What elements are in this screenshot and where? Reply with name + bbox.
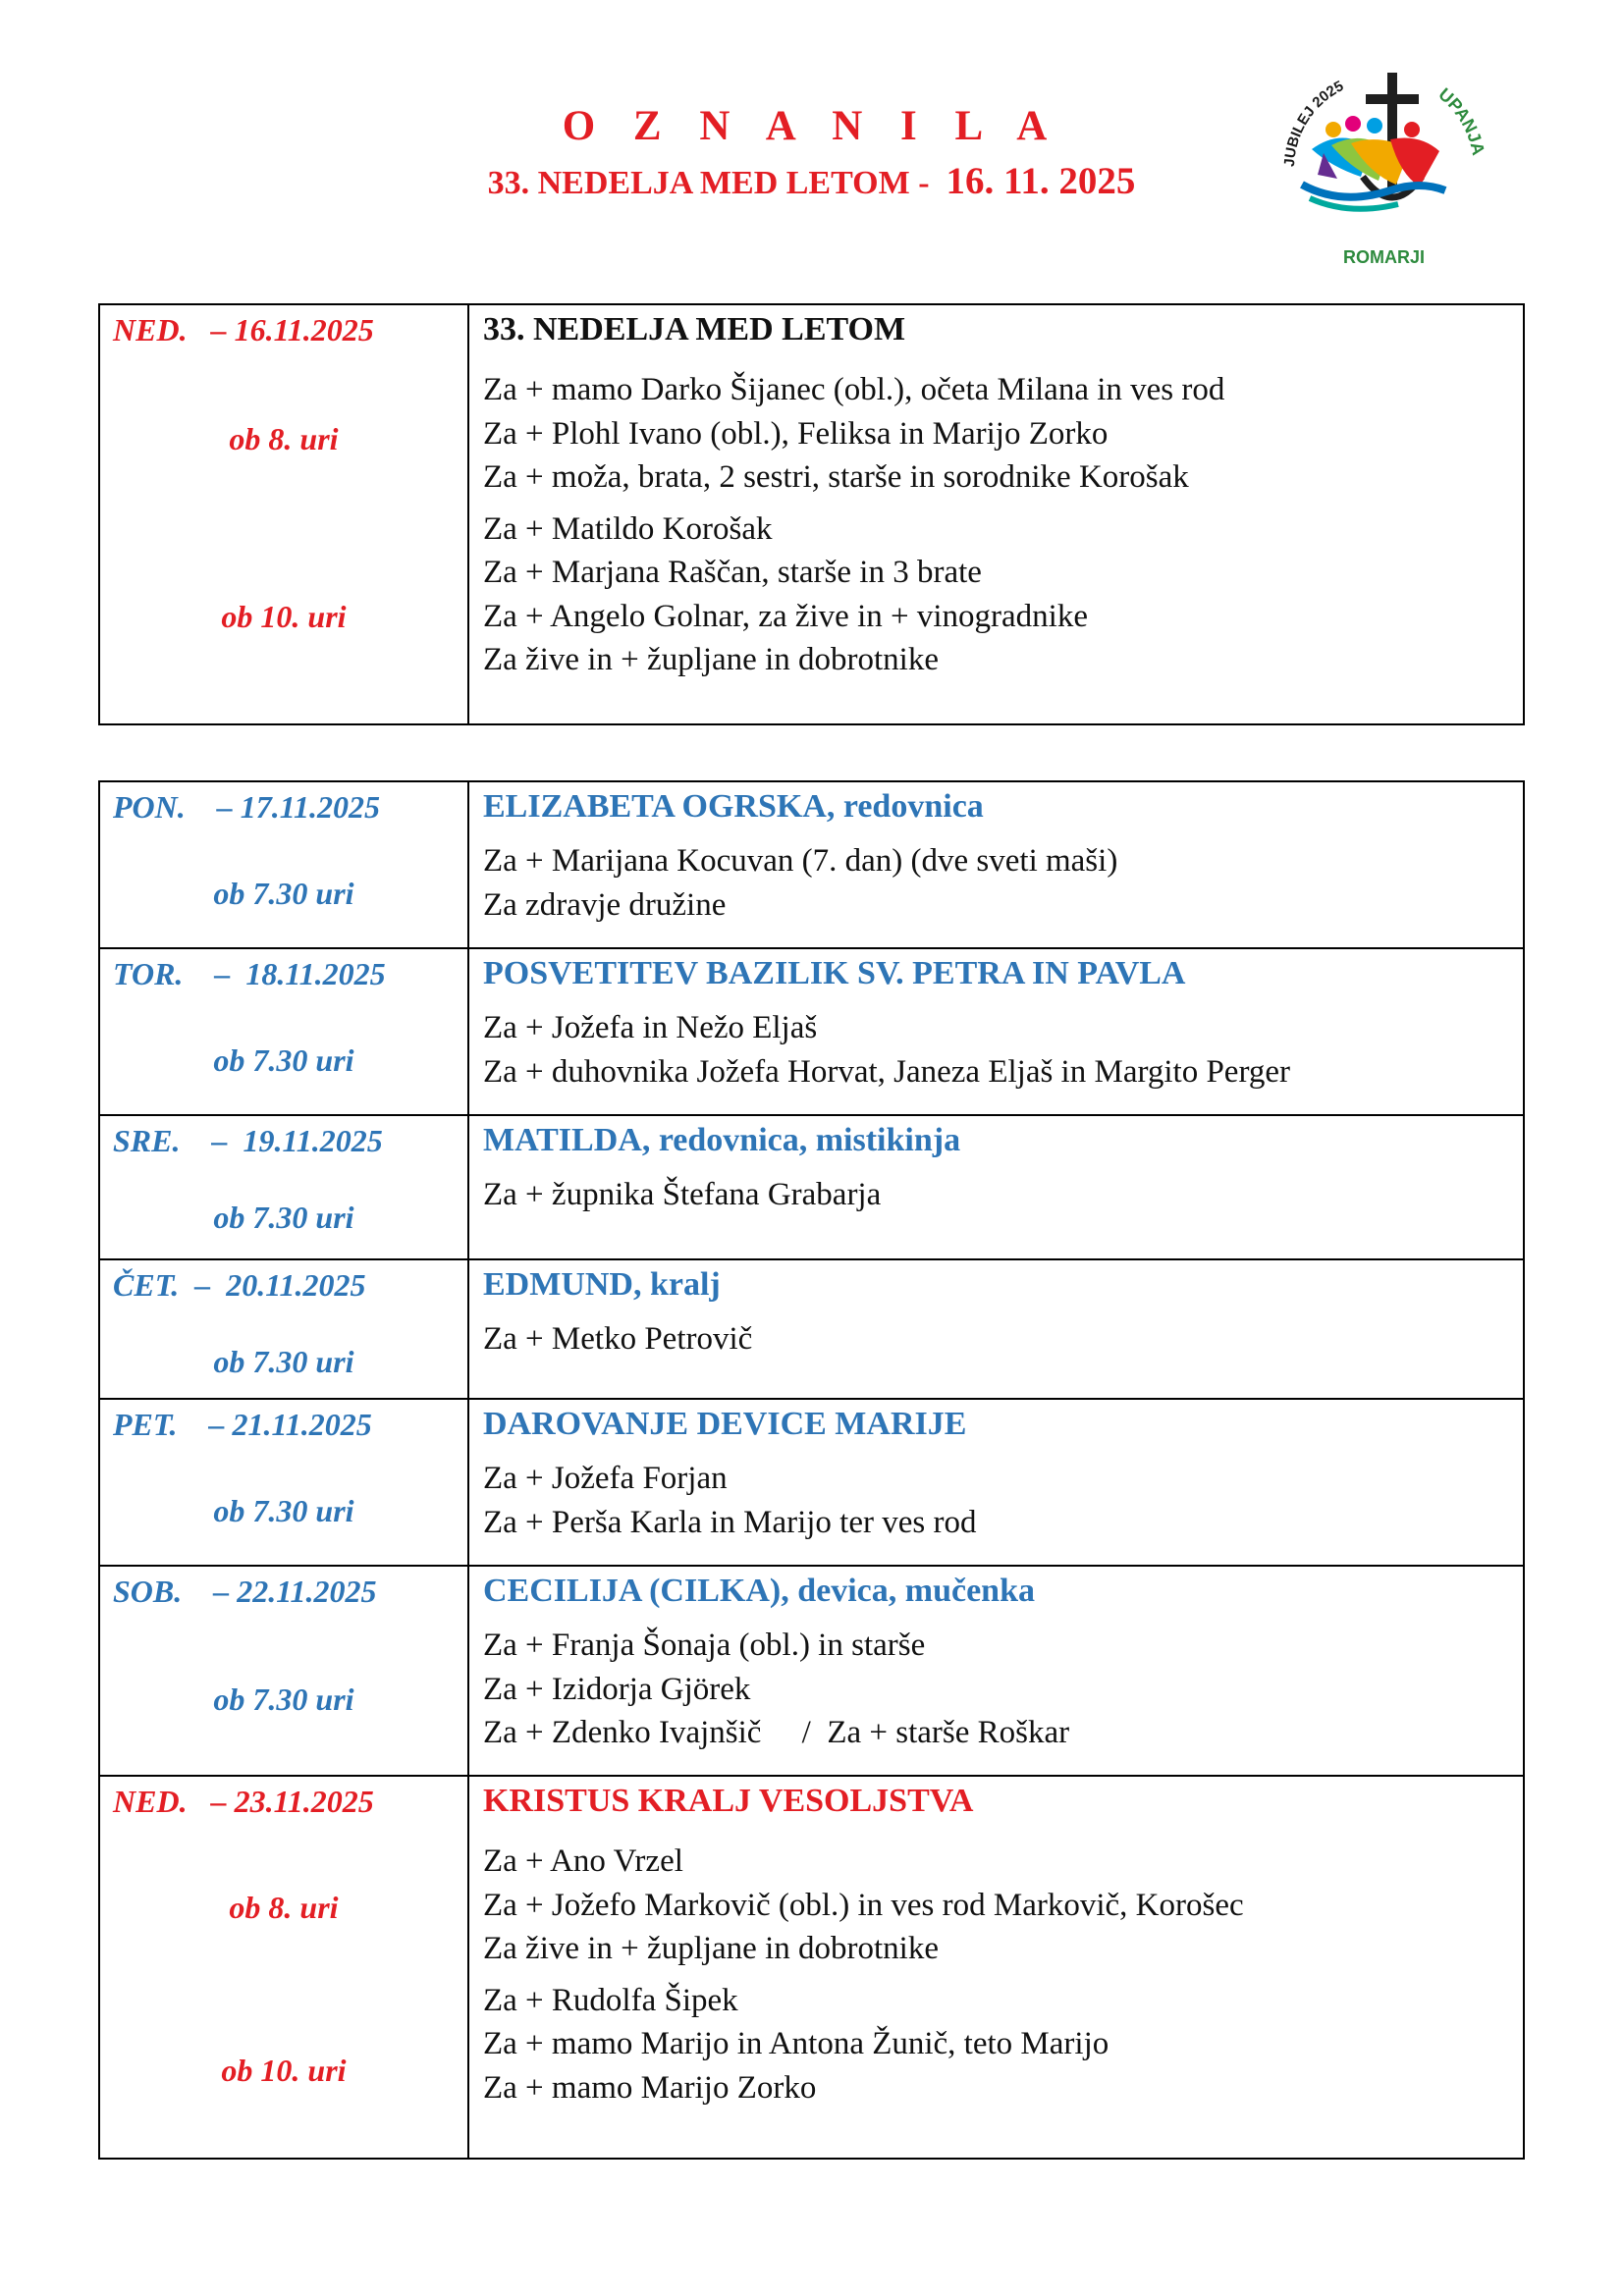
intention: Za + duhovnika Jožefa Horvat, Janeza Eljaš in Margito Perger (483, 1053, 1290, 1090)
feast-title: 33. NEDELJA MED LETOM (483, 311, 906, 347)
day-cell (99, 1115, 468, 1259)
table-row (99, 1259, 1524, 1399)
intentions-cell (468, 1566, 1524, 1776)
intentions-cell (468, 1259, 1524, 1399)
intention: Za + Rudolfa Šipek (483, 1982, 738, 2018)
feast-title: ELIZABETA OGRSKA, redovnica (483, 788, 984, 825)
intentions-group (469, 1159, 1523, 1223)
day-label: SOB. – 22.11.2025 (113, 1574, 377, 1609)
sunday-table (98, 303, 1525, 725)
intention: Za + Marjana Raščan, starše in 3 brate (483, 555, 982, 590)
page-title: O Z N A N I L A (562, 103, 1061, 149)
day-label: ČET. – 20.11.2025 (113, 1267, 366, 1303)
intention: Za + Zdenko Ivajnšič / Za + starše Roškar (483, 1715, 1070, 1750)
table-row (99, 304, 1524, 724)
day-cell (99, 1566, 468, 1776)
mass-time: ob 10. uri (221, 599, 347, 634)
table-row (99, 1115, 1524, 1259)
mass-time: ob 10. uri (221, 2053, 347, 2088)
mass-time: ob 7.30 uri (213, 1200, 354, 1235)
feast-title: POSVETITEV BAZILIK SV. PETRA IN PAVLA (483, 955, 1186, 991)
intentions-cell (468, 1399, 1524, 1566)
day-cell (99, 781, 468, 948)
table-row (99, 948, 1524, 1115)
intention: Za + Jožefo Markovič (obl.) in ves rod Markovič, Korošec (483, 1887, 1244, 1923)
mass-time: ob 8. uri (229, 421, 339, 456)
day-cell (99, 1776, 468, 2159)
day-label: SRE. – 19.11.2025 (113, 1123, 383, 1158)
subtitle-text: 33. NEDELJA MED LETOM - (487, 165, 930, 201)
intention: Za + župnika Štefana Grabarja (483, 1177, 882, 1212)
intention: Za + Jožefa in Nežo Eljaš (483, 1010, 818, 1045)
intention: Za + Ano Vrzel (483, 1843, 683, 1879)
table-row (99, 781, 1524, 948)
intentions-group (469, 1304, 1523, 1367)
day-cell (99, 304, 468, 724)
logo-side-text: UPANJA (1434, 83, 1488, 157)
logo-bottom-text: ROMARJI (1343, 247, 1426, 267)
day-cell (99, 948, 468, 1115)
feast-title: CECILIJA (CILKA), devica, mučenka (483, 1573, 1035, 1609)
intentions-cell (468, 781, 1524, 948)
feast-title: EDMUND, kralj (483, 1266, 721, 1303)
intentions-cell (468, 1776, 1524, 2159)
intention: Za + Angelo Golnar, za žive in + vinogradnike (483, 598, 1088, 634)
intention: Za + mamo Darko Šijanec (obl.), očeta Milana in ves rod (483, 372, 1225, 407)
mass-time: ob 7.30 uri (213, 1493, 354, 1528)
subtitle-date: 16. 11. 2025 (946, 160, 1136, 202)
intentions-cell (468, 948, 1524, 1115)
intention: Za + mamo Marijo Zorko (483, 2069, 817, 2106)
mass-time: ob 7.30 uri (213, 1042, 354, 1078)
day-label: NED. – 23.11.2025 (113, 1784, 374, 1819)
intention: Za + mamo Marijo in Antona Žunič, teto Marijo (483, 2026, 1109, 2061)
intentions-group (469, 1820, 1523, 2115)
jubilee-logo (1272, 59, 1498, 275)
intention: Za + moža, brata, 2 sestri, starše in sorodnike Korošak (483, 459, 1189, 495)
feast-title: KRISTUS KRALJ VESOLJSTVA (483, 1783, 974, 1819)
intention: Za + Marijana Kocuvan (7. dan) (dve sveti maši) (483, 843, 1118, 879)
intention: Za žive in + župljane in dobrotnike (483, 642, 939, 677)
day-label: PON. – 17.11.2025 (113, 789, 380, 825)
day-label: NED. – 16.11.2025 (113, 312, 374, 347)
mass-time: ob 7.30 uri (213, 876, 354, 911)
intentions-group (469, 826, 1523, 933)
intention: Za + Jožefa Forjan (483, 1461, 728, 1496)
intentions-group (469, 348, 1523, 688)
intention: Za + Franja Šonaja (obl.) in starše (483, 1628, 926, 1663)
mass-time: ob 7.30 uri (213, 1682, 354, 1717)
table-row (99, 1566, 1524, 1776)
intention: Za + Izidorja Gjörek (483, 1671, 751, 1707)
intentions-group (469, 1610, 1523, 1761)
intention: Za + Perša Karla in Marijo ter ves rod (483, 1504, 977, 1540)
intention: Za + Metko Petrovič (483, 1321, 753, 1357)
intentions-cell (468, 1115, 1524, 1259)
intentions-group (469, 992, 1523, 1099)
day-label: PET. – 21.11.2025 (113, 1407, 372, 1442)
day-cell (99, 1399, 468, 1566)
day-cell (99, 1259, 468, 1399)
day-label: TOR. – 18.11.2025 (113, 956, 386, 991)
table-row (99, 1399, 1524, 1566)
intentions-group (469, 1443, 1523, 1550)
feast-title: MATILDA, redovnica, mistikinja (483, 1122, 961, 1158)
logo-top-text: JUBILEJ 2025 (1280, 78, 1347, 168)
week-table (98, 780, 1525, 2160)
intention: Za + Plohl Ivano (obl.), Feliksa in Marijo Zorko (483, 415, 1109, 452)
table-row (99, 1776, 1524, 2159)
intention: Za zdravje družine (483, 886, 727, 923)
mass-time: ob 7.30 uri (213, 1344, 354, 1379)
intention: Za žive in + župljane in dobrotnike (483, 1931, 939, 1966)
intention: Za + Matildo Korošak (483, 510, 773, 547)
intentions-cell (468, 304, 1524, 724)
mass-time: ob 8. uri (229, 1890, 339, 1925)
feast-title: DAROVANJE DEVICE MARIJE (483, 1406, 967, 1442)
